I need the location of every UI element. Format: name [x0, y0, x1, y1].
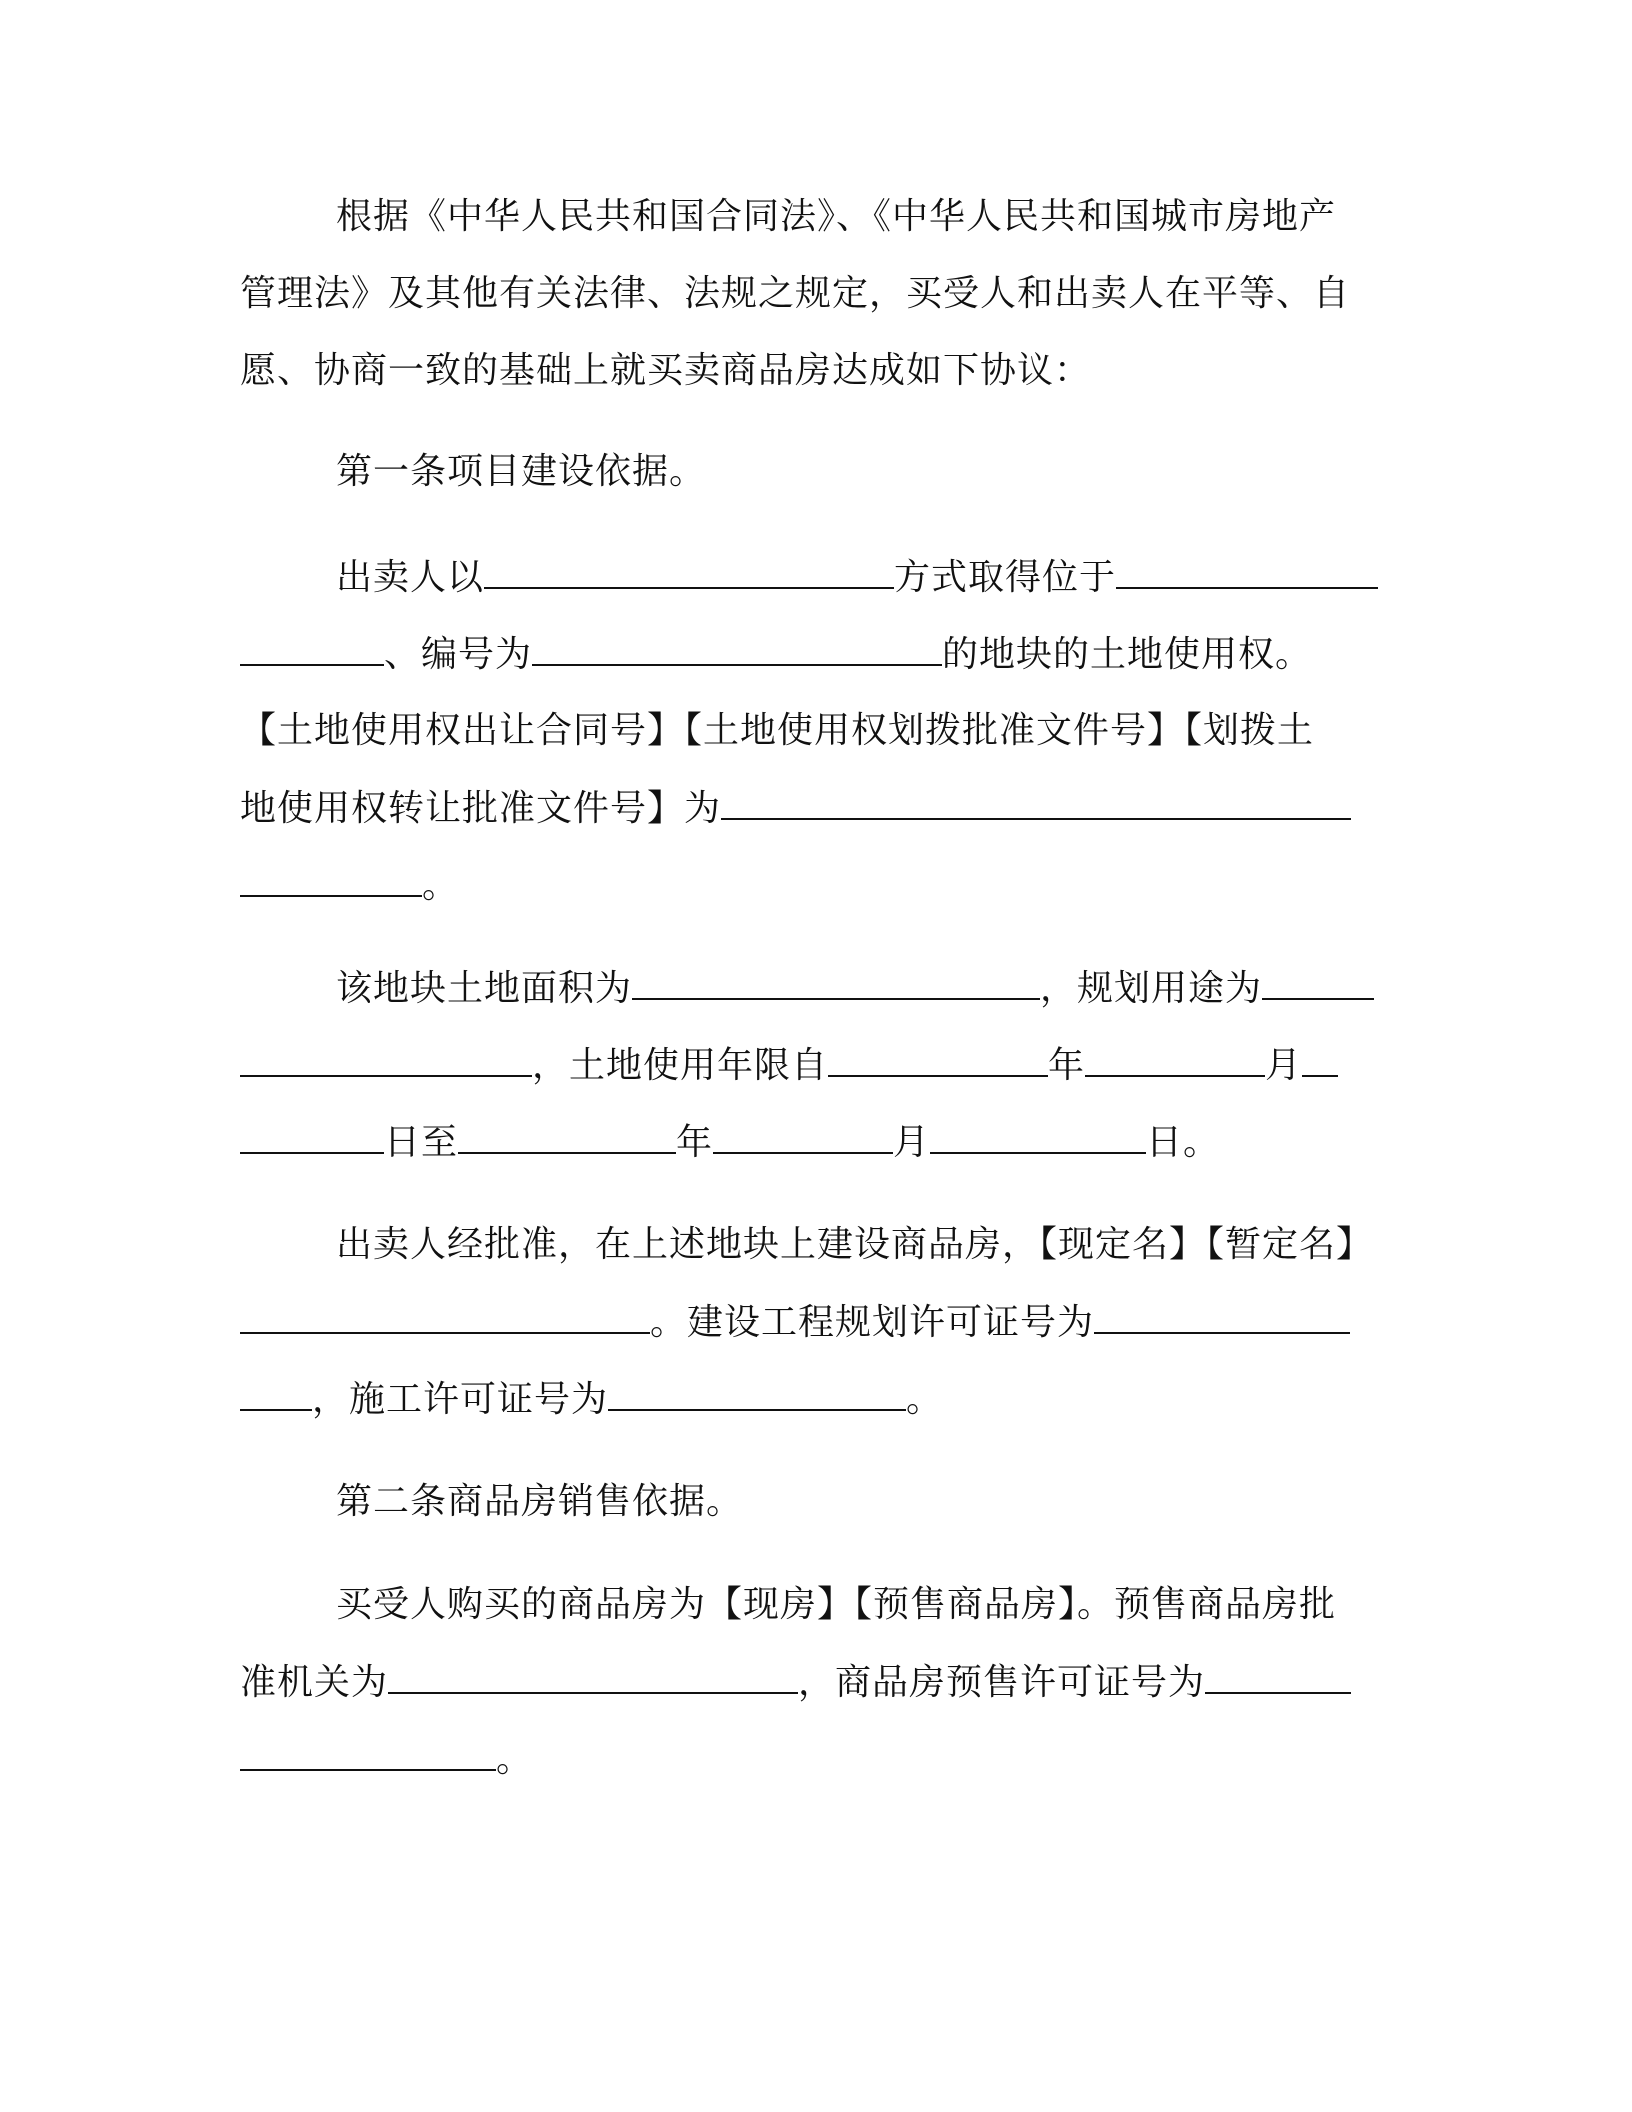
blank-planned-use-1[interactable]	[1262, 964, 1374, 1000]
a1p2-text-3: ，土地使用年限自	[532, 1045, 829, 1086]
a1p2-text-6: 日至	[384, 1122, 459, 1163]
a1p1-line-4	[240, 784, 1351, 833]
a1p2-text-8: 月	[893, 1122, 931, 1163]
blank-project-name[interactable]	[240, 1298, 650, 1334]
blank-plot-number[interactable]	[532, 630, 942, 666]
a1p2-text-2: ，规划用途为	[1040, 968, 1263, 1009]
a1p2-text-7: 年	[676, 1122, 714, 1163]
a1p2-line-2	[240, 1041, 1338, 1090]
a2p1-line-2	[240, 1658, 1351, 1707]
blank-planning-permit-2[interactable]	[240, 1375, 312, 1411]
a1p3-line-1	[336, 1221, 1373, 1269]
a1p1-line-5	[240, 861, 459, 910]
a1p2-text-4: 年	[1048, 1045, 1086, 1086]
a2p1-line-1	[336, 1581, 1336, 1629]
intro-line-2	[240, 270, 1350, 318]
intro-text-3: 愿、协商一致的基础上就买卖商品房达成如下协议：	[240, 350, 1092, 391]
a1p3-line-3	[240, 1375, 943, 1424]
blank-start-year[interactable]	[828, 1041, 1048, 1077]
blank-contract-number-2[interactable]	[240, 861, 422, 897]
a1p1-line-2	[240, 630, 1312, 679]
article-2-title-text: 第二条商品房销售依据。	[336, 1481, 744, 1522]
a1p1-text-1: 出卖人以	[336, 557, 485, 598]
blank-contract-number-1[interactable]	[721, 784, 1351, 820]
a2p1-line-3	[240, 1735, 533, 1784]
blank-approval-authority[interactable]	[388, 1658, 798, 1694]
a1p3-text-1: 出卖人经批准，在上述地块上建设商品房，【现定名】【暂定名】	[336, 1224, 1374, 1265]
article-2-title	[336, 1478, 743, 1526]
a1p1-line-1	[336, 553, 1378, 602]
blank-end-year[interactable]	[458, 1118, 676, 1154]
blank-location-2[interactable]	[240, 630, 384, 666]
a1p1-text-5: 【土地使用权出让合同号】【土地使用权划拨批准文件号】【划拨土	[240, 710, 1315, 751]
intro-line-1	[336, 193, 1336, 241]
a1p1-line-3	[240, 707, 1314, 755]
blank-location-1[interactable]	[1116, 553, 1378, 589]
a2p1-text-3: ，商品房预售许可证号为	[798, 1662, 1206, 1703]
blank-land-area[interactable]	[632, 964, 1040, 1000]
a1p3-text-4: 。	[906, 1379, 944, 1420]
article-1-title	[336, 448, 706, 496]
blank-start-day-1[interactable]	[1302, 1041, 1338, 1077]
a1p2-text-5: 月	[1265, 1045, 1303, 1086]
a1p1-text-7: 。	[422, 865, 460, 906]
a2p1-text-1: 买受人购买的商品房为【现房】【预售商品房】。预售商品房批	[336, 1584, 1337, 1625]
article-1-title-text: 第一条项目建设依据。	[336, 451, 707, 492]
intro-text-1: 根据《中华人民共和国合同法》、《中华人民共和国城市房地产	[336, 196, 1337, 237]
a1p2-line-1	[336, 964, 1374, 1013]
blank-end-month[interactable]	[713, 1118, 893, 1154]
a1p2-text-1: 该地块土地面积为	[336, 968, 633, 1009]
a1p3-text-2: 。建设工程规划许可证号为	[650, 1302, 1095, 1343]
blank-start-month[interactable]	[1085, 1041, 1265, 1077]
a1p1-text-6: 地使用权转让批准文件号】为	[240, 788, 722, 829]
blank-construction-permit[interactable]	[608, 1375, 906, 1411]
blank-planned-use-2[interactable]	[240, 1041, 532, 1077]
a1p3-text-3: ，施工许可证号为	[312, 1379, 609, 1420]
a1p1-text-4: 的地块的土地使用权。	[942, 634, 1313, 675]
blank-acquisition-method[interactable]	[484, 553, 894, 589]
intro-line-3	[240, 347, 1091, 395]
blank-planning-permit-1[interactable]	[1094, 1298, 1350, 1334]
a1p1-text-2: 方式取得位于	[894, 557, 1117, 598]
blank-presale-permit-1[interactable]	[1205, 1658, 1351, 1694]
blank-start-day-2[interactable]	[240, 1118, 384, 1154]
a2p1-text-2: 准机关为	[240, 1662, 389, 1703]
blank-end-day[interactable]	[930, 1118, 1146, 1154]
intro-text-2: 管理法》及其他有关法律、法规之规定，买受人和出卖人在平等、自	[240, 273, 1351, 314]
a1p2-text-9: 日。	[1146, 1122, 1221, 1163]
a1p1-text-3: 、编号为	[384, 634, 533, 675]
a1p3-line-2	[240, 1298, 1350, 1347]
a1p2-line-3	[240, 1118, 1220, 1167]
a2p1-text-4: 。	[496, 1739, 534, 1780]
blank-presale-permit-2[interactable]	[240, 1735, 496, 1771]
